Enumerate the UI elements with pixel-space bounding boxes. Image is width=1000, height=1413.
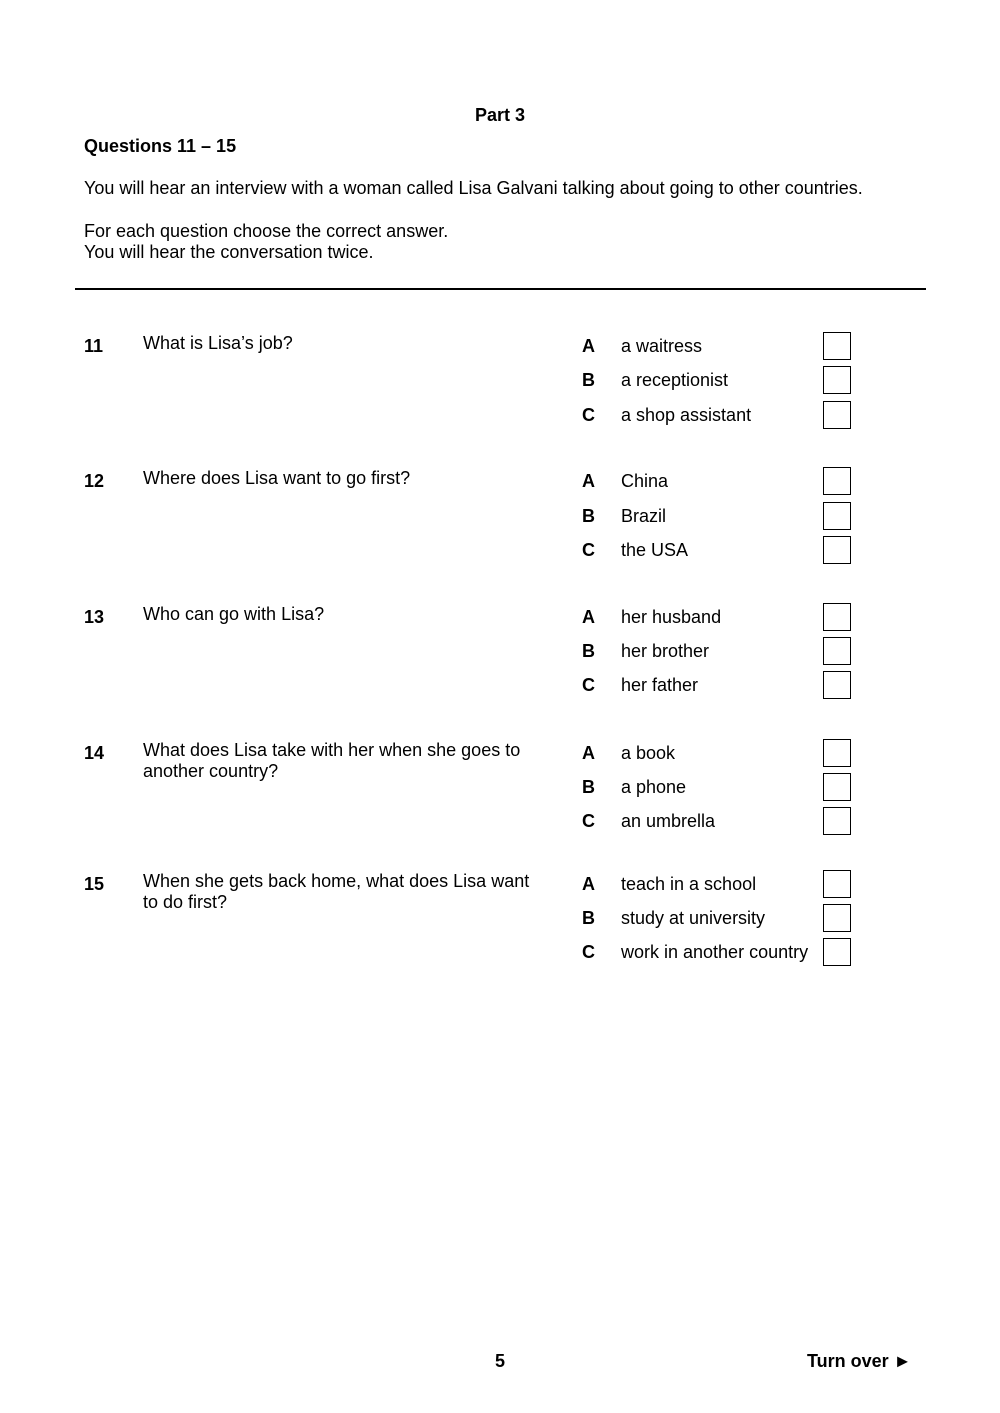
answer-checkbox-15b[interactable]	[823, 904, 851, 932]
answer-checkbox-12b[interactable]	[823, 502, 851, 530]
option-text: teach in a school	[621, 874, 757, 894]
option-letter: A	[582, 743, 595, 763]
turn-over-label: Turn over ►	[807, 1351, 912, 1371]
option-letter: A	[582, 874, 595, 894]
option-text: study at university	[621, 908, 766, 928]
intro-text: You will hear an interview with a woman called Lisa Galvani talking about going to other countries.	[84, 178, 863, 198]
page-number: 5	[494, 1351, 505, 1371]
instruction-line-2: You will hear the conversation twice.	[84, 242, 374, 262]
option-text: a book	[621, 743, 676, 763]
question-12	[0, 468, 1000, 581]
option-text: an umbrella	[621, 811, 716, 831]
question-13	[0, 604, 1000, 717]
option-letter: B	[582, 506, 595, 526]
answer-checkbox-14b[interactable]	[823, 773, 851, 801]
option-letter: C	[582, 540, 595, 560]
option-text: her husband	[621, 607, 722, 627]
question-text: What is Lisa’s job?	[143, 333, 293, 353]
question-text: Where does Lisa want to go first?	[143, 468, 411, 488]
question-text: Who can go with Lisa?	[143, 604, 325, 624]
option-letter: A	[582, 471, 595, 491]
answer-checkbox-15a[interactable]	[823, 870, 851, 898]
answer-checkbox-15c[interactable]	[823, 938, 851, 966]
answer-checkbox-13c[interactable]	[823, 671, 851, 699]
option-text: her father	[621, 675, 699, 695]
question-text: What does Lisa take with her when she goes to another country?	[143, 740, 521, 781]
question-number: 13	[84, 607, 105, 627]
option-text: China	[621, 471, 669, 491]
part-title: Part 3	[474, 105, 526, 125]
question-text: When she gets back home, what does Lisa want to do first?	[143, 871, 530, 912]
option-letter: A	[582, 336, 595, 356]
option-letter: B	[582, 908, 595, 928]
option-text: a receptionist	[621, 370, 729, 390]
option-text: work in another country	[621, 942, 809, 962]
instruction-line-1: For each question choose the correct answer.	[84, 221, 449, 241]
answer-checkbox-12a[interactable]	[823, 467, 851, 495]
answer-checkbox-14a[interactable]	[823, 739, 851, 767]
option-letter: C	[582, 942, 595, 962]
option-letter: B	[582, 777, 595, 797]
option-text: a shop assistant	[621, 405, 752, 425]
question-number: 11	[84, 336, 104, 356]
question-11	[0, 333, 1000, 446]
question-number: 12	[84, 471, 105, 491]
answer-checkbox-11a[interactable]	[823, 332, 851, 360]
option-letter: C	[582, 405, 595, 425]
option-letter: C	[582, 811, 595, 831]
option-text: Brazil	[621, 506, 667, 526]
question-number: 14	[84, 743, 105, 763]
option-text: a waitress	[621, 336, 703, 356]
question-range-heading: Questions 11 – 15	[84, 136, 237, 156]
answer-checkbox-11b[interactable]	[823, 366, 851, 394]
answer-checkbox-11c[interactable]	[823, 401, 851, 429]
option-letter: A	[582, 607, 595, 627]
option-text: a phone	[621, 777, 687, 797]
answer-checkbox-13a[interactable]	[823, 603, 851, 631]
option-text: her brother	[621, 641, 710, 661]
option-letter: B	[582, 370, 595, 390]
question-15	[0, 871, 1000, 984]
answer-checkbox-12c[interactable]	[823, 536, 851, 564]
option-text: the USA	[621, 540, 689, 560]
section-divider	[75, 288, 926, 290]
option-letter: B	[582, 641, 595, 661]
question-number: 15	[84, 874, 105, 894]
answer-checkbox-14c[interactable]	[823, 807, 851, 835]
option-letter: C	[582, 675, 595, 695]
answer-checkbox-13b[interactable]	[823, 637, 851, 665]
question-14	[0, 740, 1000, 853]
